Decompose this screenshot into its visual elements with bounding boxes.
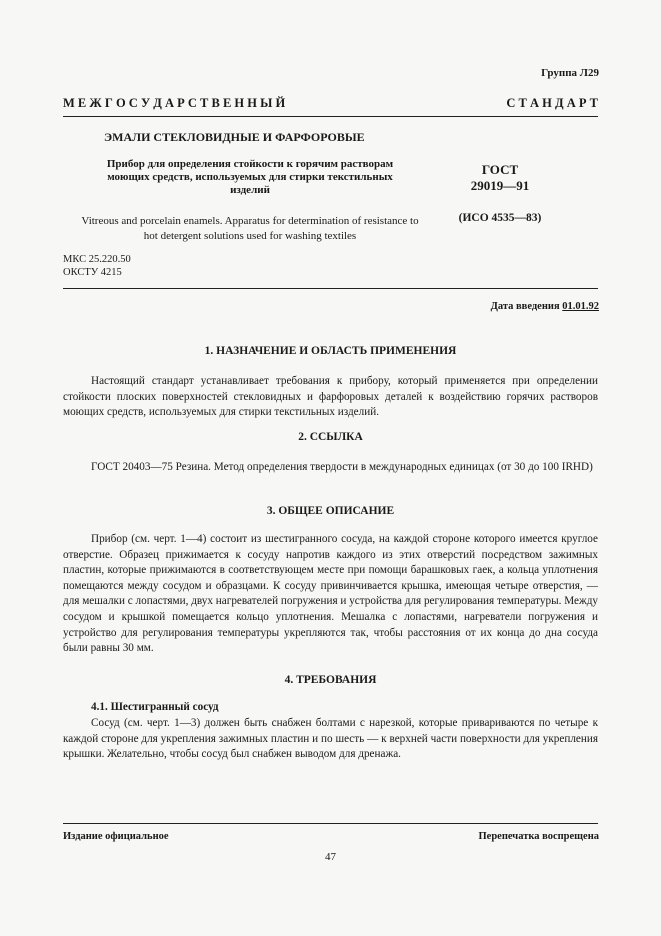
gost-label: ГОСТ xyxy=(481,162,519,177)
intro-label: Дата введения xyxy=(490,301,560,312)
okstu-code: ОКСТУ 4215 xyxy=(63,267,122,278)
footer-official-edition: Издание официальное xyxy=(63,831,169,842)
document-title: ЭМАЛИ СТЕКЛОВИДНЫЕ И ФАРФОРОВЫЕ xyxy=(104,130,365,144)
standard-banner xyxy=(63,96,598,111)
banner-word-interstate: М Е Ж Г О С У Д А Р С Т В Е Н Н Ы Й xyxy=(63,96,286,110)
group-code: Группа Л29 xyxy=(541,67,599,79)
gost-designation xyxy=(440,162,560,194)
gost-number: 29019—91 xyxy=(470,178,530,193)
mid-rule xyxy=(63,288,598,289)
section-heading-1: 1. НАЗНАЧЕНИЕ И ОБЛАСТЬ ПРИМЕНЕНИЯ xyxy=(204,345,457,357)
subsection-heading-4-1: 4.1. Шестигранный сосуд xyxy=(91,701,219,713)
classification-codes xyxy=(63,253,131,279)
section-heading-2: 2. ССЫЛКА xyxy=(298,431,363,443)
english-title: Vitreous and porcelain enamels. Apparatus for determination of resistance to hot detergent solutions used for washing textiles xyxy=(81,215,419,242)
section-text-2: ГОСТ 20403—75 Резина. Метод определения твердости в международных единицах (от 30 до 100 IRHD) xyxy=(91,461,593,473)
document-subtitle: Прибор для определения стойкости к горячим растворам моющих средств, используемых для стирки текстильных изделий xyxy=(106,158,394,196)
intro-date-value: 01.01.92 xyxy=(562,301,599,312)
section-text-3: Прибор (см. черт. 1—4) состоит из шестигранного сосуда, на каждой стороне которого имеется круглое отверстие. Образец прижимается к сосуду напротив каждого из этих отверстий посредством зажимных пластин, которые прижимаются в соответствующем месте при помощи барашковых гаек, а кольца уплотнения помещаются между сосудом и образцами. К сосуду привинчивается крышка, имеющая четыре отверстия, — для мешалки с лопастями, двух нагревателей погружения и устройства для регулирования температуры. Между сосудом и крышкой помещается кольцо уплотнения. Мешалка с лопастями, нагреватели погружения и устройство для регулирования температуры укрепляются так, чтобы расстояния от их конца до дна сосуда были равны 30 мм. xyxy=(63,533,598,655)
section-text-4: Сосуд (см. черт. 1—3) должен быть снабжен болтами с нарезкой, которые привариваются по четыре к каждой стороне для укрепления зажимных пластин и по шесть — к верхней части поверхности для укрепления крышки. Желательно, чтобы сосуд был снабжен выводом для дренажа. xyxy=(63,717,598,761)
footer-rule xyxy=(63,823,598,824)
mks-code: МКС 25.220.50 xyxy=(63,254,131,265)
introduction-date xyxy=(491,301,599,312)
iso-reference: (ИСО 4535—83) xyxy=(458,212,542,224)
section-text-1: Настоящий стандарт устанавливает требования к прибору, который применяется при определении стойкости плоских поверхностей стекловидных и фарфоровых деталей к воздействию горячих растворов моющих средств, используемых для стирки текстильных изделий. xyxy=(63,375,598,419)
banner-word-standard: С Т А Н Д А Р Т xyxy=(506,96,598,110)
section-heading-3: 3. ОБЩЕЕ ОПИСАНИЕ xyxy=(266,505,395,517)
top-rule xyxy=(63,116,598,117)
page-number: 47 xyxy=(325,851,336,863)
footer-reprint-prohibited: Перепечатка воспрещена xyxy=(478,831,599,842)
section-heading-4: 4. ТРЕБОВАНИЯ xyxy=(284,674,377,686)
